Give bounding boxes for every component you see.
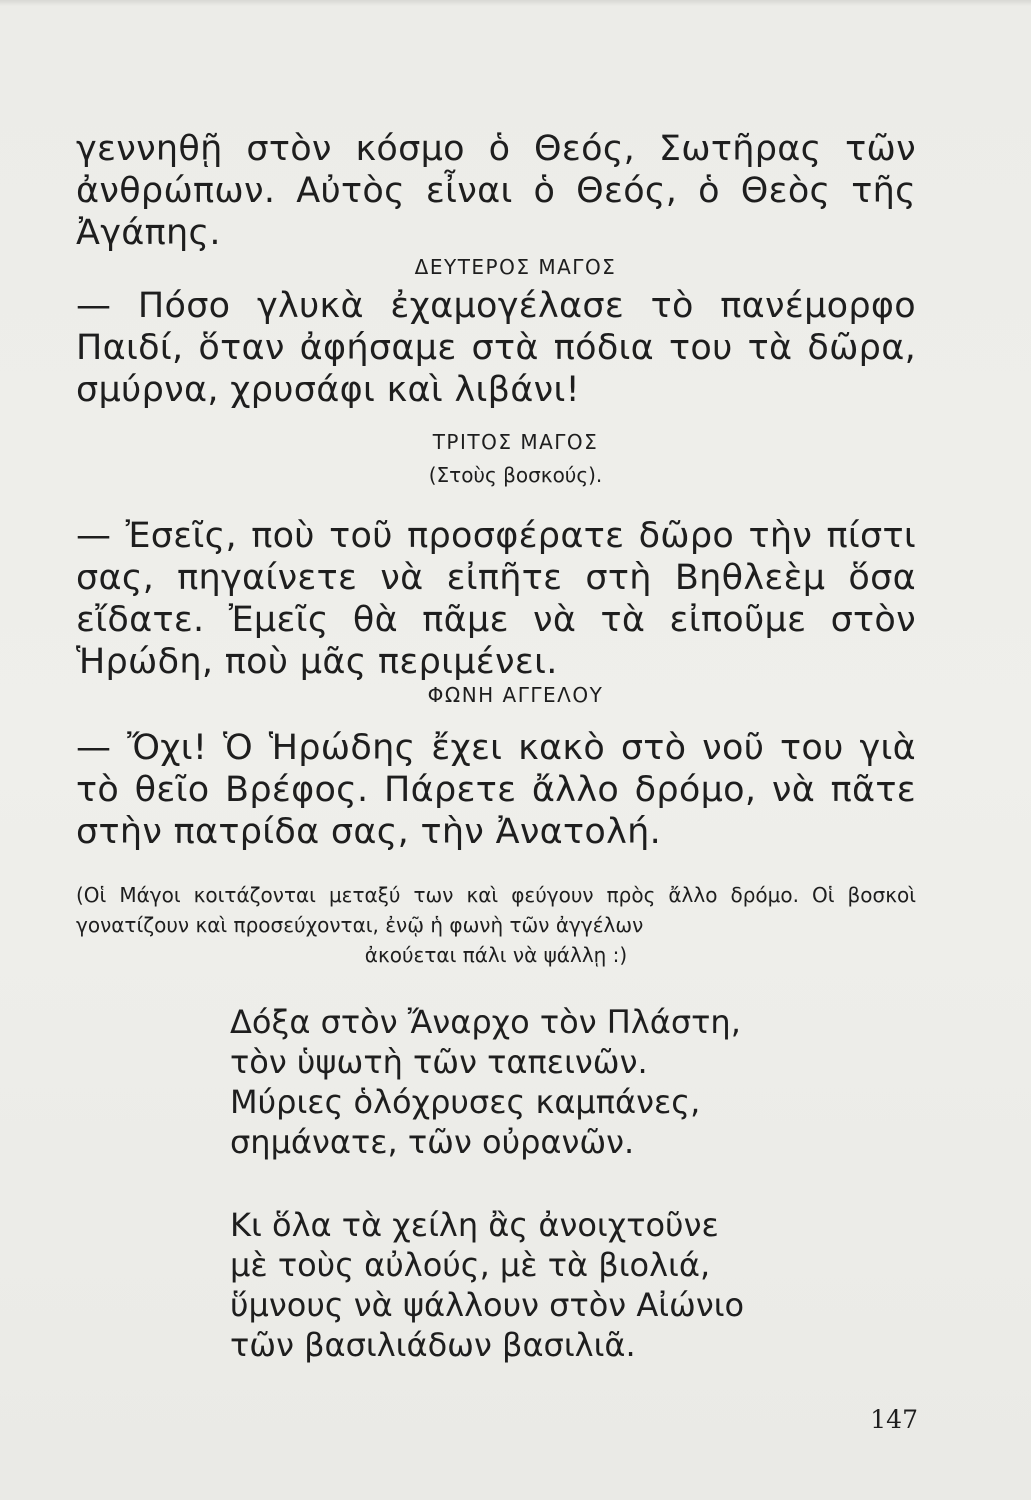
hymn-line: Κι ὅλα τὰ χείλη ἂς ἀνοιχτοῦνε — [230, 1206, 719, 1244]
hymn-line: ὕμνους νὰ ψάλλουν στὸν Αἰώνιο — [230, 1286, 745, 1324]
hymn-line: τὸν ὑψωτὴ τῶν ταπεινῶν. — [230, 1043, 648, 1081]
stage-direction-to-shepherds: (Στοὺς βοσκούς). — [428, 463, 603, 487]
stage-direction-final — [76, 880, 916, 970]
speaker-angel-voice: ΦΩΝΗ ΑΓΓΕΛΟΥ — [427, 683, 604, 707]
speaker-third-magus: ΤΡΙΤΟΣ ΜΑΓΟΣ — [432, 430, 599, 454]
paragraph-opening: γεννηθῇ στὸν κόσμο ὁ Θεός, Σωτῆρας τῶν ἀνθρώπων. Αὐτὸς εἶναι ὁ Θεός, ὁ Θεὸς τῆς Ἀγάπης. — [76, 129, 916, 253]
paragraph-third-magus: — Ἐσεῖς, ποὺ τοῦ προσφέρατε δῶρο τὴν πίστι σας, πηγαίνετε νὰ εἰπῆτε στὴ Βηθλεὲμ ὅσα εἴδατε. Ἐμεῖς θὰ πᾶμε νὰ τὰ εἰποῦμε στὸν Ἡρώδη, ποὺ μᾶς περιμένει. — [76, 516, 916, 682]
hymn-stanza-1 — [230, 1002, 880, 1162]
hymn-line: Δόξα στὸν Ἄναρχο τὸν Πλάστη, — [230, 1003, 741, 1041]
hymn-line: σημάνατε, τῶν οὐρανῶν. — [230, 1123, 635, 1161]
speaker-second-magus: ΔΕΥΤΕΡΟΣ ΜΑΓΟΣ — [414, 255, 617, 279]
page-number: 147 — [870, 1405, 918, 1434]
paragraph-second-magus: — Πόσο γλυκὰ ἐχαμογέλασε τὸ πανέμορφο Παιδί, ὅταν ἀφήσαμε στὰ πόδια του τὰ δῶρα, σμύρνα, χρυσάφι καὶ λιβάνι! — [76, 286, 916, 410]
hymn-line: Μύριες ὁλόχρυσες καμπάνες, — [230, 1083, 701, 1121]
paragraph-angel: — Ὄχι! Ὁ Ἡρώδης ἔχει κακὸ στὸ νοῦ του γιὰ τὸ θεῖο Βρέφος. Πάρετε ἄλλο δρόμο, νὰ πᾶτε στὴν πατρίδα σας, τὴν Ἀνατολή. — [76, 728, 916, 852]
hymn-stanza-2 — [230, 1205, 880, 1365]
stage-direction-final-line2: ἀκούεται πάλι νὰ ψάλλῃ :) — [364, 943, 628, 967]
hymn-line: τῶν βασιλιάδων βασιλιᾶ. — [230, 1326, 636, 1364]
hymn-line: μὲ τοὺς αὐλούς, μὲ τὰ βιολιά, — [230, 1246, 711, 1284]
page-top-edge — [0, 0, 1031, 6]
stage-direction-final-line1: (Οἱ Μάγοι κοιτάζονται μεταξύ των καὶ φεύγουν πρὸς ἄλλο δρόμο. Οἱ βοσκοὶ γονατίζουν καὶ προσεύχονται, ἐνῷ ἡ φωνὴ τῶν ἀγγέλων — [76, 883, 916, 937]
